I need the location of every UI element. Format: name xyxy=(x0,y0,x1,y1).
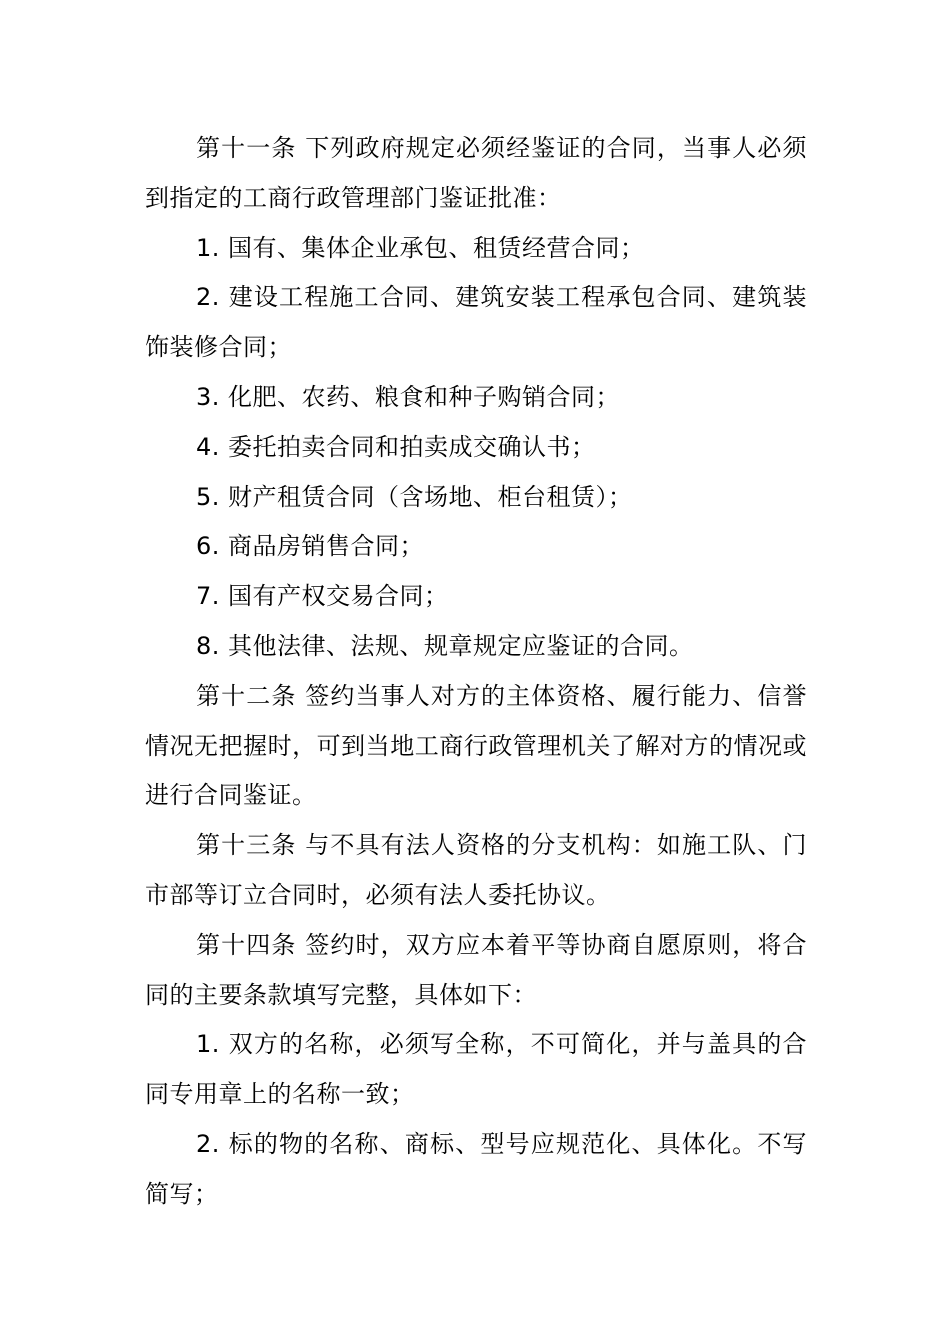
document-body xyxy=(145,124,807,1220)
article-12-paragraph: 第十二条 签约当事人对方的主体资格、履行能力、信誉情况无把握时，可到当地工商行政管理机关了解对方的情况或进行合同鉴证。 xyxy=(145,681,807,810)
article-11-item-4: 4. 委托拍卖合同和拍卖成交确认书； xyxy=(196,432,596,461)
article-11-item-6: 6. 商品房销售合同； xyxy=(196,532,425,561)
article-13-paragraph: 第十三条 与不具有法人资格的分支机构：如施工队、门市部等订立合同时，必须有法人委托协议。 xyxy=(145,831,807,909)
article-14-paragraph: 第十四条 签约时，双方应本着平等协商自愿原则，将合同的主要条款填写完整，具体如下： xyxy=(145,930,807,1009)
article-14-item-1: 1. 双方的名称，必须写全称，不可简化，并与盖具的合同专用章上的名称一致； xyxy=(145,1030,807,1109)
article-14-item-2: 2. 标的物的名称、商标、型号应规范化、具体化。不写简写； xyxy=(145,1129,807,1208)
article-11-item-5: 5. 财产租赁合同（含场地、柜台租赁）； xyxy=(196,482,633,511)
article-11-paragraph: 第十一条 下列政府规定必须经鉴证的合同，当事人必须到指定的工商行政管理部门鉴证批准： xyxy=(145,134,807,212)
article-11-item-2: 2. 建设工程施工合同、建筑安装工程承包合同、建筑装饰装修合同； xyxy=(145,283,807,362)
article-11-item-1: 1. 国有、集体企业承包、租赁经营合同； xyxy=(196,233,645,262)
article-11-item-8: 8. 其他法律、法规、规章规定应鉴证的合同。 xyxy=(196,631,694,660)
article-11-item-7: 7. 国有产权交易合同； xyxy=(196,582,449,611)
article-11-item-3: 3. 化肥、农药、粮食和种子购销合同； xyxy=(196,382,621,411)
